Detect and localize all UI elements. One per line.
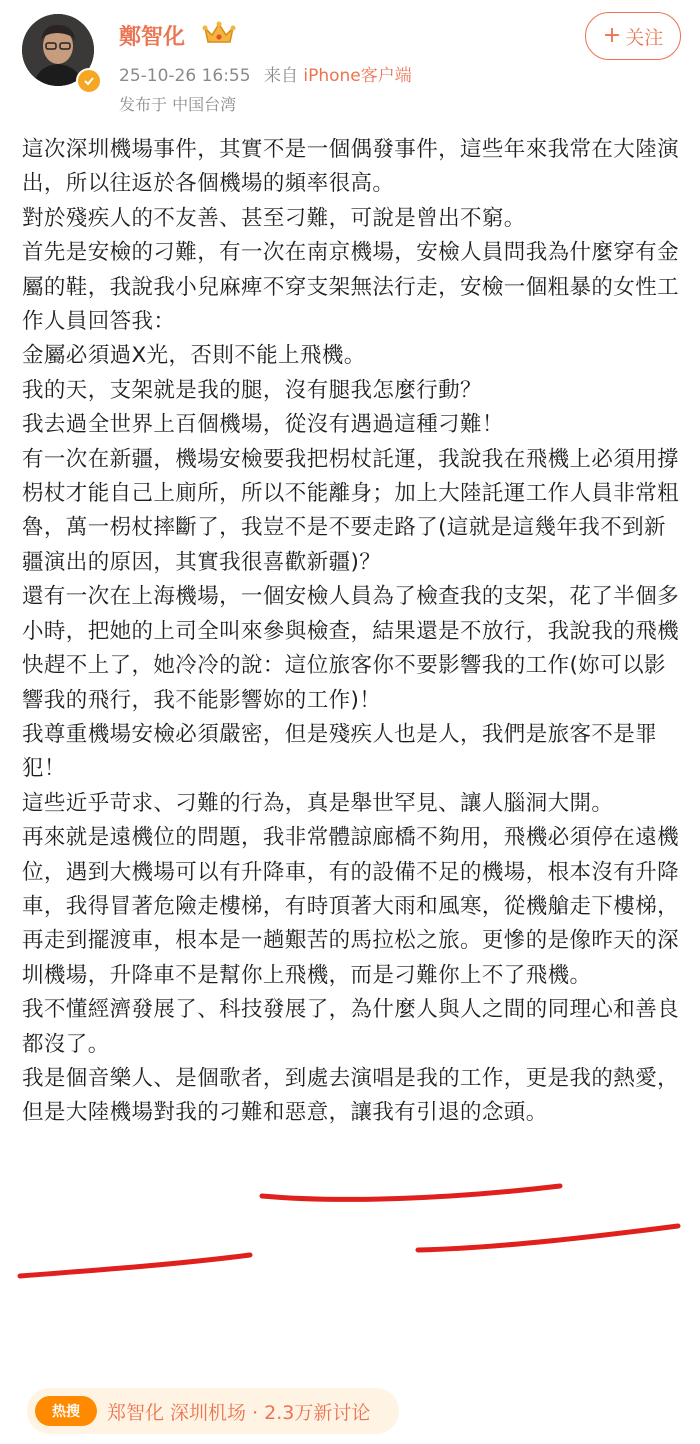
post-header	[0, 0, 700, 125]
follow-label: 关注	[625, 26, 664, 49]
post-paragraph: 再來就是遠機位的問題，我非常體諒廊橋不夠用，飛機必須停在遠機位，遇到大機場可以有升降車，有的設備不足的機場，根本沒有升降車，我得冒著危險走樓梯，有時頂著大雨和風寒，從機艙走下樓梯，再走到擺渡車，根本是一趟艱苦的馬拉松之旅。更慘的是像昨天的深圳機場，升降車不是幫你上飛機，而是刁難你上不了飛機。	[22, 825, 680, 988]
post-paragraph: 這些近乎苛求、刁難的行為，真是舉世罕見、讓人腦洞大開。	[22, 790, 614, 816]
post-paragraph: 我尊重機場安檢必須嚴密，但是殘疾人也是人，我們是旅客不是罪犯！	[22, 721, 658, 782]
post-paragraph: 首先是安檢的刁難，有一次在南京機場，安檢人員問我為什麼穿有金屬的鞋，我說我小兒麻痺不穿支架無法行走，安檢一個粗暴的女性工作人員回答我：	[22, 240, 680, 335]
post-paragraph: 我不懂經濟發展了、科技發展了，為什麼人與人之間的同理心和善良都沒了。	[22, 997, 680, 1057]
hot-topic-tag[interactable]	[27, 1388, 399, 1434]
post-paragraph: 我的天，支架就是我的腿，沒有腿我怎麼行動？	[22, 377, 482, 403]
follow-button[interactable]	[585, 12, 681, 60]
post-paragraph: 有一次在新疆，機場安檢要我把枴杖託運，我說我在飛機上必須用撐枴杖才能自己上廁所，所以不能離身；加上大陸託運工作人員非常粗魯，萬一枴杖摔斷了，我豈不是不要走路了(這就是這幾年我不到新疆演出的原因，其實我很喜歡新疆)？	[22, 446, 680, 575]
post-timestamp: 25-10-26 16:55	[119, 66, 251, 86]
post-paragraph: 我是個音樂人、是個歌者，到處去演唱是我的工作，更是我的熱愛，但是大陸機場對我的刁難和惡意，讓我有引退的念頭。	[22, 1065, 680, 1126]
post-paragraph: 還有一次在上海機場，一個安檢人員為了檢查我的支架，花了半個多小時，把她的上司全叫來參與檢查，結果還是不放行，我說我的飛機快趕不上了，她冷冷的說：這位旅客你不要影響我的工作(妳可以影響我的飛行，我不能影響妳的工作)！	[22, 584, 680, 713]
post-meta	[119, 61, 412, 86]
crown-icon	[202, 20, 236, 46]
verified-badge-icon	[76, 68, 102, 94]
post-location: 发布于 中国台湾	[119, 95, 237, 114]
post-source[interactable]: iPhone客户端	[303, 66, 412, 86]
post-paragraph: 這次深圳機場事件，其實不是一個偶發事件，這些年來我常在大陸演出，所以往返於各個機場的頻率很高。	[22, 137, 680, 197]
hot-badge-label: 热搜	[52, 1404, 80, 1420]
post-content	[22, 133, 686, 1131]
hot-topic-text: 郑智化 深圳机场 · 2.3万新讨论	[107, 1401, 371, 1424]
hot-search-icon	[35, 1396, 97, 1426]
plus-icon: +	[602, 23, 622, 48]
post-paragraph: 金屬必須過X光，否則不能上飛機。	[22, 343, 366, 369]
username[interactable]: 鄭智化	[119, 25, 186, 50]
source-prefix: 来自	[263, 66, 298, 86]
post-paragraph: 我去過全世界上百個機場，從沒有遇過這種刁難！	[22, 412, 504, 438]
post-paragraph: 對於殘疾人的不友善、甚至刁難，可說是曾出不窮。	[22, 205, 526, 231]
